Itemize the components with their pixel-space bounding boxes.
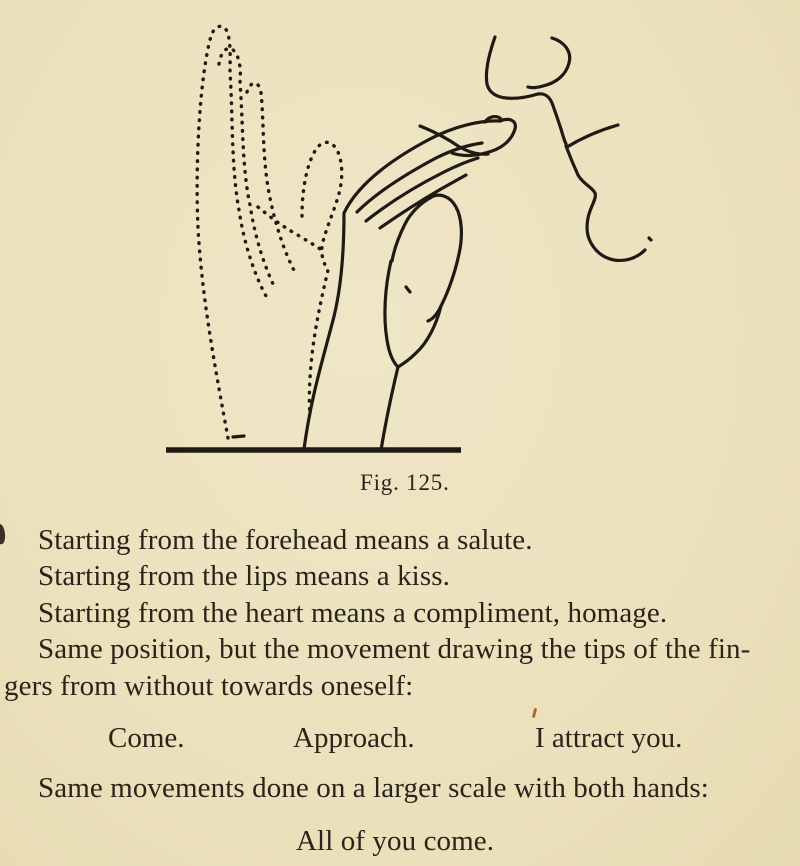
text-line-salute: Starting from the forehead means a salute. [38, 524, 533, 556]
gesture-word-approach: Approach. [293, 722, 415, 754]
ghost-hand-dotted [197, 26, 342, 438]
hand-solid [304, 117, 515, 450]
gesture-word-attract: I attract you. [535, 722, 683, 754]
final-line: All of you come. [296, 825, 495, 857]
figure-caption: Fig. 125. [360, 470, 450, 495]
text-line-same-position: Same position, but the movement drawing the tips of the fin- [38, 633, 751, 665]
text-line-homage: Starting from the heart means a compliment, homage. [38, 597, 668, 629]
text-line-continuation: gers from without towards oneself: [4, 670, 414, 702]
face-profile [486, 37, 651, 260]
print-speck [532, 708, 537, 718]
gesture-word-come: Come. [108, 722, 185, 754]
scan-edge-mark [0, 524, 6, 545]
text-line-kiss: Starting from the lips means a kiss. [38, 560, 450, 592]
closing-line: Same movements done on a larger scale with both hands: [38, 772, 709, 804]
